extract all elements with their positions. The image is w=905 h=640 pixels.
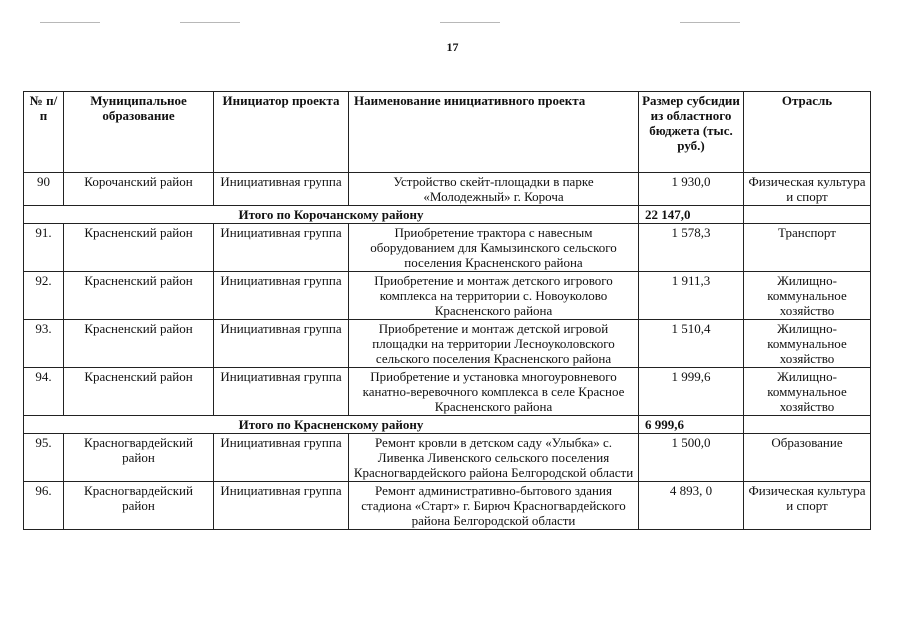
row-initiator: Инициативная группа (214, 368, 349, 416)
top-rule-mid-1 (180, 22, 240, 23)
row-initiator: Инициативная группа (214, 272, 349, 320)
row-project: Приобретение и монтаж детской игровой площадки на территории Лесноуколовского сельского поселения Красненского района (349, 320, 639, 368)
row-subsidy: 4 893, 0 (639, 482, 744, 530)
table-row (24, 368, 871, 416)
row-subsidy: 1 930,0 (639, 173, 744, 206)
row-initiator: Инициативная группа (214, 224, 349, 272)
row-municipality: Красненский район (64, 368, 214, 416)
table-row (24, 272, 871, 320)
total-row-krasnoe (24, 416, 871, 434)
row-num: 95. (24, 434, 64, 482)
row-municipality: Красненский район (64, 224, 214, 272)
row-sector: Физическая культура и спорт (744, 482, 871, 530)
row-subsidy: 1 911,3 (639, 272, 744, 320)
row-subsidy: 1 999,6 (639, 368, 744, 416)
row-municipality: Красненский район (64, 320, 214, 368)
row-project: Приобретение и монтаж детского игрового комплекса на территории с. Новоуколово Красненского района (349, 272, 639, 320)
total-label: Итого по Красненскому району (24, 416, 639, 434)
row-sector: Жилищно-коммунальное хозяйство (744, 368, 871, 416)
row-num: 93. (24, 320, 64, 368)
header-initiator: Инициатор проекта (214, 92, 349, 173)
row-num: 96. (24, 482, 64, 530)
subsidy-table (23, 91, 871, 530)
row-project: Ремонт кровли в детском саду «Улыбка» с. Ливенка Ливенского сельского поселения Красногвардейского района Белгородской области (349, 434, 639, 482)
header-num: № п/п (24, 92, 64, 173)
table-row (24, 320, 871, 368)
row-num: 91. (24, 224, 64, 272)
row-initiator: Инициативная группа (214, 482, 349, 530)
row-initiator: Инициативная группа (214, 320, 349, 368)
row-municipality: Красногвардейский район (64, 434, 214, 482)
total-empty-cell (744, 206, 871, 224)
row-subsidy: 1 510,4 (639, 320, 744, 368)
row-sector: Физическая культура и спорт (744, 173, 871, 206)
row-project: Приобретение и установка многоуровневого канатно-веревочного комплекса в селе Красное Красненского района (349, 368, 639, 416)
row-num: 90 (24, 173, 64, 206)
row-municipality: Красногвардейский район (64, 482, 214, 530)
table-header-row (24, 92, 871, 173)
row-municipality: Корочанский район (64, 173, 214, 206)
header-municipality: Муниципальное образование (64, 92, 214, 173)
top-rule-right (680, 22, 740, 23)
row-project: Устройство скейт-площадки в парке «Молодежный» г. Короча (349, 173, 639, 206)
row-sector: Жилищно-коммунальное хозяйство (744, 272, 871, 320)
total-value: 6 999,6 (639, 416, 744, 434)
total-empty-cell (744, 416, 871, 434)
table-row (24, 434, 871, 482)
header-subsidy: Размер субсидии из областного бюджета (тыс. руб.) (639, 92, 744, 173)
table-row (24, 224, 871, 272)
total-row-korocha (24, 206, 871, 224)
row-subsidy: 1 500,0 (639, 434, 744, 482)
top-rule-mid-2 (440, 22, 500, 23)
row-project: Ремонт административно-бытового здания стадиона «Старт» г. Бирюч Красногвардейского района Белгородской области (349, 482, 639, 530)
row-sector: Образование (744, 434, 871, 482)
total-label: Итого по Корочанскому району (24, 206, 639, 224)
row-municipality: Красненский район (64, 272, 214, 320)
row-initiator: Инициативная группа (214, 434, 349, 482)
row-sector: Жилищно-коммунальное хозяйство (744, 320, 871, 368)
top-rule-left (40, 22, 100, 23)
header-sector: Отрасль (744, 92, 871, 173)
row-project: Приобретение трактора с навесным оборудованием для Камызинского сельского поселения Красненского района (349, 224, 639, 272)
total-value: 22 147,0 (639, 206, 744, 224)
row-num: 92. (24, 272, 64, 320)
table-row (24, 482, 871, 530)
header-project: Наименование инициативного проекта (349, 92, 639, 173)
page-number: 17 (446, 40, 459, 54)
row-subsidy: 1 578,3 (639, 224, 744, 272)
table-row (24, 173, 871, 206)
row-sector: Транспорт (744, 224, 871, 272)
row-num: 94. (24, 368, 64, 416)
row-initiator: Инициативная группа (214, 173, 349, 206)
